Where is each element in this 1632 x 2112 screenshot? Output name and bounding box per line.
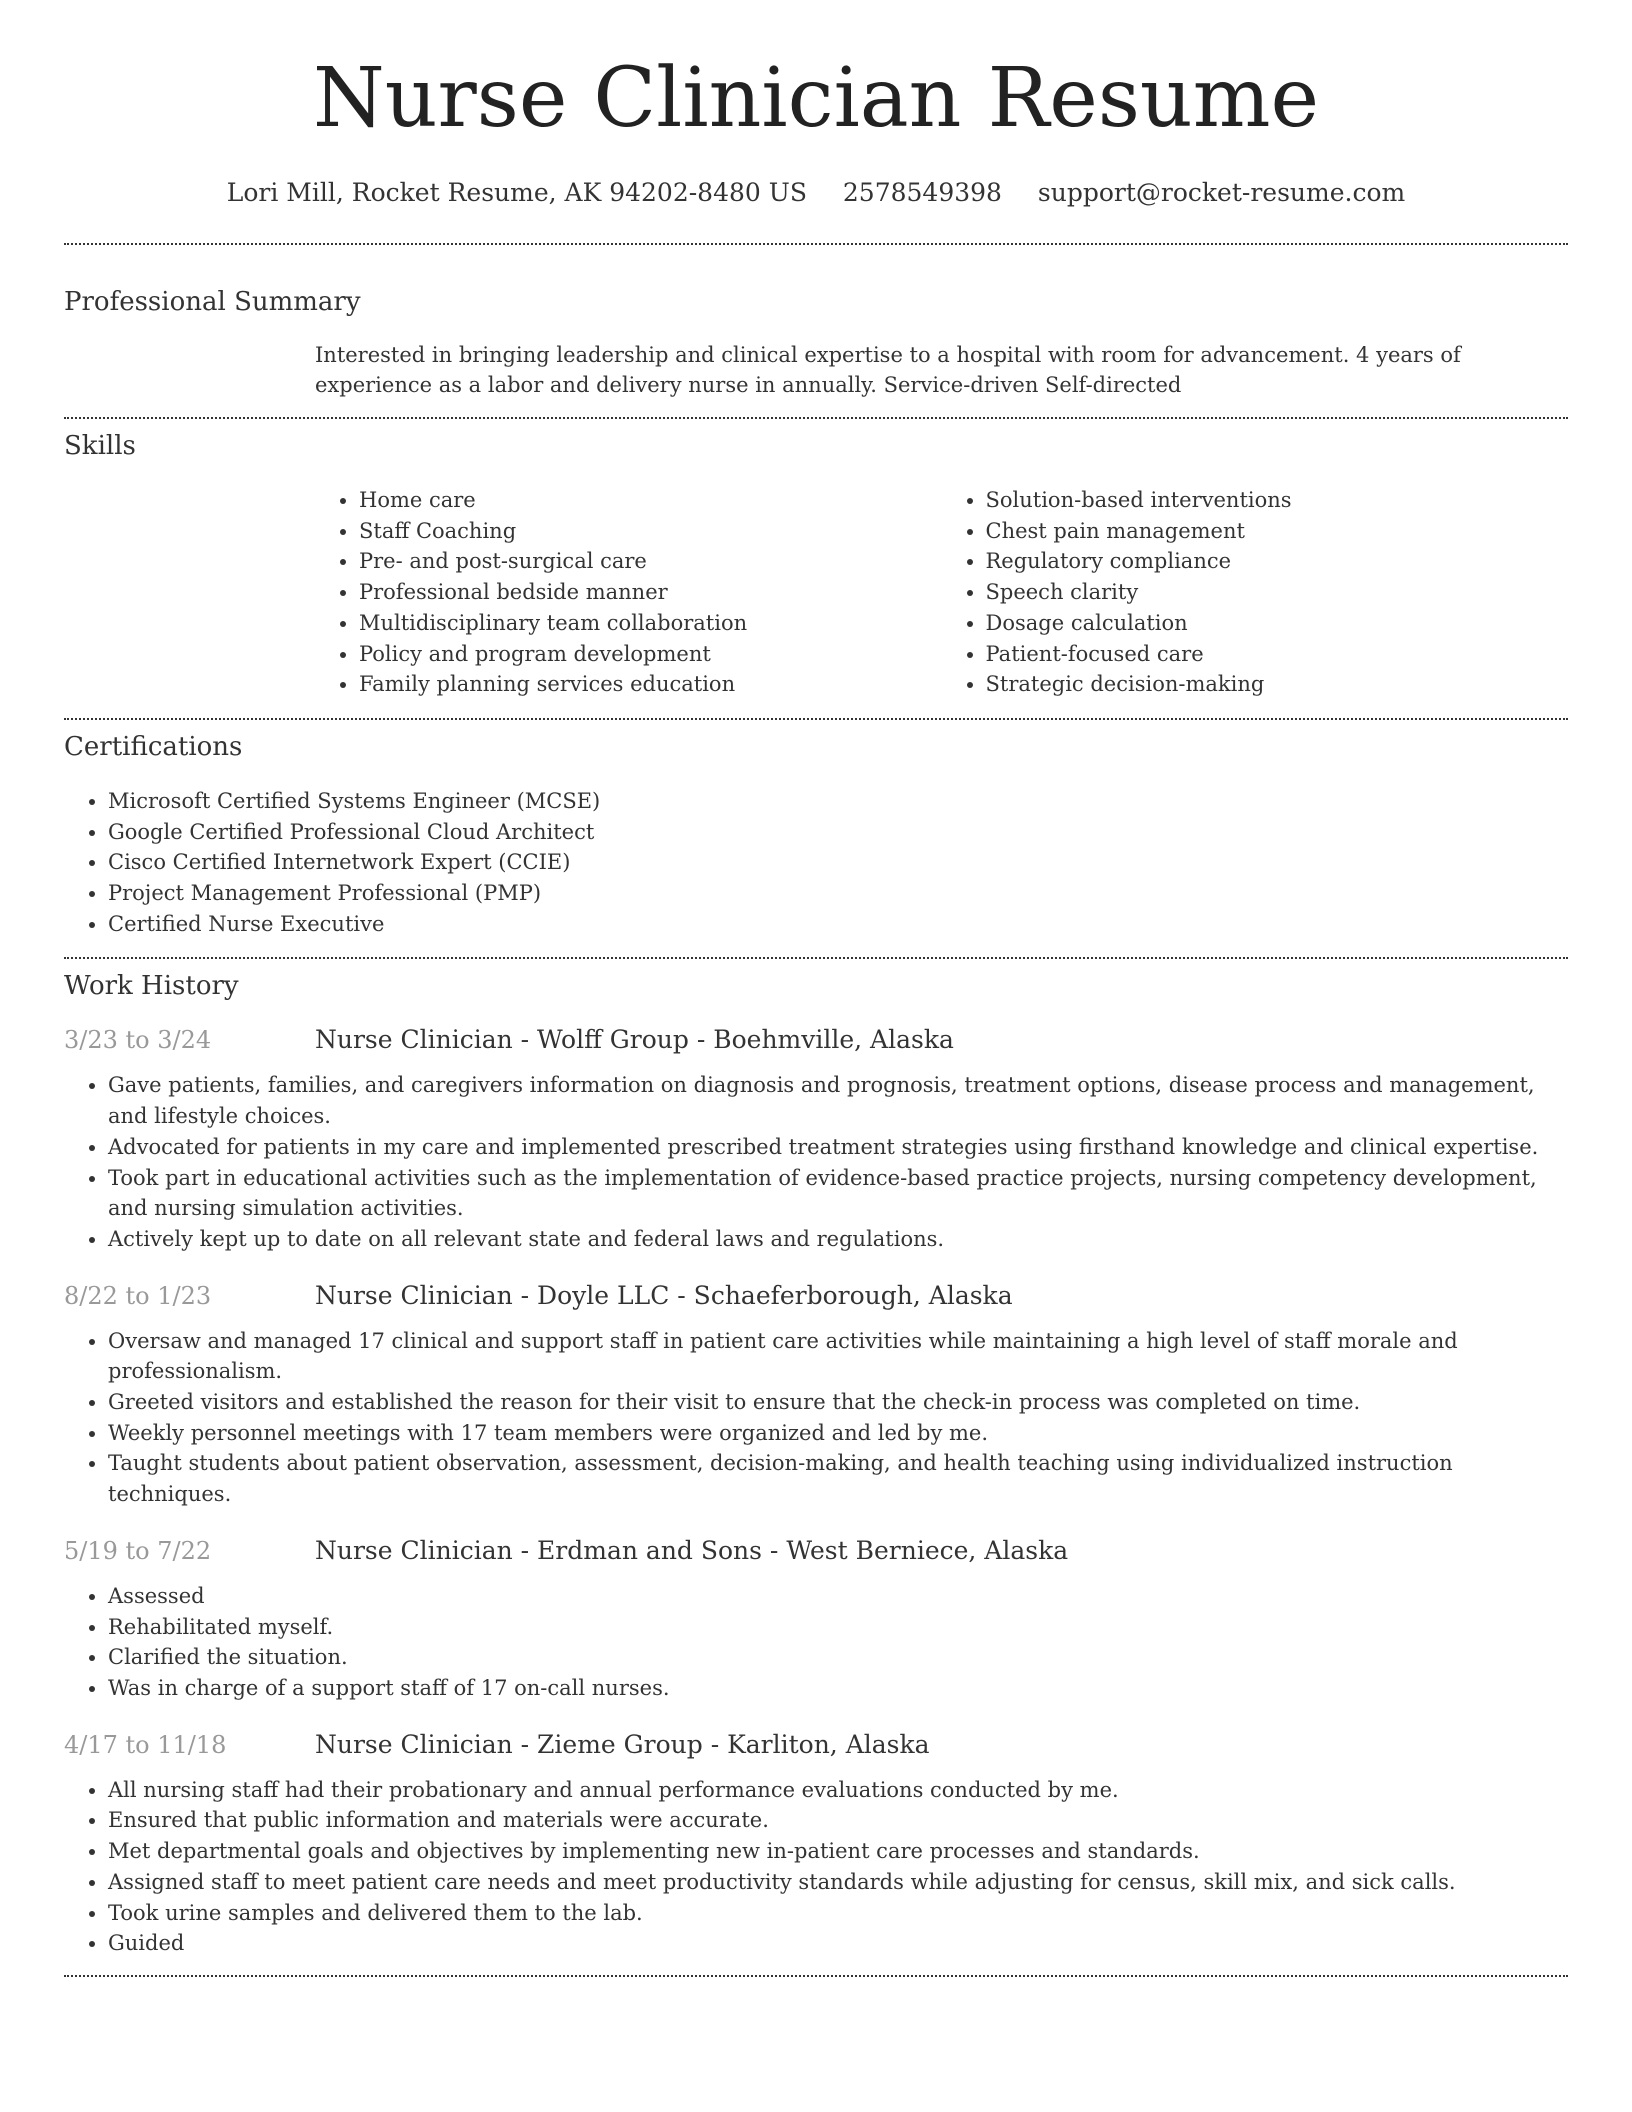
- contact-email: support@rocket-resume.com: [1037, 178, 1406, 207]
- list-item: • Dosage calculation: [986, 608, 1569, 639]
- list-item: • Professional bedside manner: [359, 577, 942, 608]
- list-item: • All nursing staff had their probationary and annual performance evaluations conducted by me.: [108, 1775, 1568, 1806]
- list-item: • Greeted visitors and established the reason for their visit to ensure that the check-in process was completed on time.: [108, 1387, 1568, 1418]
- contact-phone: 2578549398: [842, 178, 1002, 207]
- skills-columns: [315, 485, 1568, 700]
- list-item: • Google Certified Professional Cloud Architect: [108, 817, 1568, 848]
- list-item: • Took urine samples and delivered them to the lab.: [108, 1898, 1568, 1929]
- skills-list-left: [315, 485, 942, 700]
- list-item: • Weekly personnel meetings with 17 team members were organized and led by me.: [108, 1418, 1568, 1449]
- list-item: • Oversaw and managed 17 clinical and support staff in patient care activities while maintaining a high level of staff morale and professionalism.: [108, 1326, 1568, 1387]
- job-title: Nurse Clinician - Erdman and Sons - West Berniece, Alaska: [315, 1535, 1069, 1565]
- job-dates: 3/23 to 3/24: [64, 1026, 212, 1055]
- job-entry: [64, 1536, 1568, 1704]
- certifications-list: [64, 786, 1568, 940]
- job-header: [64, 1025, 1568, 1054]
- list-item: • Assigned staff to meet patient care needs and meet productivity standards while adjusting for census, skill mix, and sick calls.: [108, 1867, 1568, 1898]
- certifications-section: [64, 732, 1568, 940]
- summary-text: Interested in bringing leadership and clinical expertise to a hospital with room for advancement. 4 years of experience as a labor and delivery nurse in annually. Service-driven Self-directed: [315, 343, 1461, 397]
- job-bullets: [64, 1775, 1568, 1959]
- list-item: • Certified Nurse Executive: [108, 909, 1568, 940]
- job-header: [64, 1536, 1568, 1565]
- list-item: • Guided: [108, 1928, 1568, 1959]
- contact-line: [64, 178, 1568, 207]
- list-item: • Assessed: [108, 1581, 1568, 1612]
- divider: [64, 243, 1568, 245]
- list-item: • Clarified the situation.: [108, 1642, 1568, 1673]
- section-heading-certifications: Certifications: [64, 731, 243, 762]
- list-item: • Strategic decision-making: [986, 669, 1569, 700]
- section-heading-summary: Professional Summary: [64, 287, 361, 317]
- job-bullets: [64, 1326, 1568, 1510]
- job-bullets: [64, 1070, 1568, 1254]
- skills-list-right: [942, 485, 1569, 700]
- section-heading-work-history: Work History: [64, 971, 239, 1002]
- section-heading-skills: Skills: [64, 431, 136, 461]
- list-item: • Patient-focused care: [986, 639, 1569, 670]
- resume-title: Nurse Clinician Resume: [312, 51, 1320, 146]
- summary-section: [64, 287, 1568, 400]
- job-bullets: [64, 1581, 1568, 1704]
- divider: [64, 1975, 1568, 1977]
- job-title: Nurse Clinician - Wolff Group - Boehmville, Alaska: [315, 1025, 954, 1055]
- work-history-section: [64, 971, 1568, 1958]
- list-item: • Pre- and post-surgical care: [359, 546, 942, 577]
- job-header: [64, 1281, 1568, 1310]
- job-list: [64, 1025, 1568, 1958]
- list-item: • Taught students about patient observation, assessment, decision-making, and health teaching using individualized instruction techniques.: [108, 1448, 1568, 1509]
- job-header: [64, 1730, 1568, 1759]
- list-item: • Cisco Certified Internetwork Expert (CCIE): [108, 847, 1568, 878]
- list-item: • Microsoft Certified Systems Engineer (MCSE): [108, 786, 1568, 817]
- list-item: • Actively kept up to date on all relevant state and federal laws and regulations.: [108, 1224, 1568, 1255]
- list-item: • Was in charge of a support staff of 17 on-call nurses.: [108, 1673, 1568, 1704]
- list-item: • Gave patients, families, and caregivers information on diagnosis and prognosis, treatment options, disease process and management, and lifestyle choices.: [108, 1070, 1568, 1131]
- job-dates: 5/19 to 7/22: [64, 1536, 212, 1565]
- list-item: • Regulatory compliance: [986, 546, 1569, 577]
- job-dates: 8/22 to 1/23: [64, 1281, 212, 1310]
- list-item: • Took part in educational activities such as the implementation of evidence-based practice projects, nursing competency development, and nursing simulation activities.: [108, 1163, 1568, 1224]
- list-item: • Policy and program development: [359, 639, 942, 670]
- job-title: Nurse Clinician - Zieme Group - Karliton, Alaska: [315, 1729, 930, 1759]
- divider: [64, 417, 1568, 419]
- job-entry: [64, 1281, 1568, 1510]
- divider: [64, 718, 1568, 720]
- job-entry: [64, 1730, 1568, 1959]
- job-entry: [64, 1025, 1568, 1254]
- list-item: • Rehabilitated myself.: [108, 1612, 1568, 1643]
- list-item: • Family planning services education: [359, 669, 942, 700]
- job-title: Nurse Clinician - Doyle LLC - Schaeferborough, Alaska: [315, 1280, 1013, 1310]
- list-item: • Project Management Professional (PMP): [108, 878, 1568, 909]
- list-item: • Advocated for patients in my care and implemented prescribed treatment strategies using firsthand knowledge and clinical expertise.: [108, 1132, 1568, 1163]
- list-item: • Ensured that public information and materials were accurate.: [108, 1805, 1568, 1836]
- contact-address: Lori Mill, Rocket Resume, AK 94202-8480 US: [226, 178, 807, 207]
- list-item: • Solution-based interventions: [986, 485, 1569, 516]
- list-item: • Staff Coaching: [359, 516, 942, 547]
- list-item: • Met departmental goals and objectives by implementing new in-patient care processes and standards.: [108, 1836, 1568, 1867]
- list-item: • Multidisciplinary team collaboration: [359, 608, 942, 639]
- list-item: • Speech clarity: [986, 577, 1569, 608]
- job-dates: 4/17 to 11/18: [64, 1730, 227, 1759]
- skills-section: [64, 431, 1568, 700]
- divider: [64, 957, 1568, 959]
- list-item: • Home care: [359, 485, 942, 516]
- list-item: • Chest pain management: [986, 516, 1569, 547]
